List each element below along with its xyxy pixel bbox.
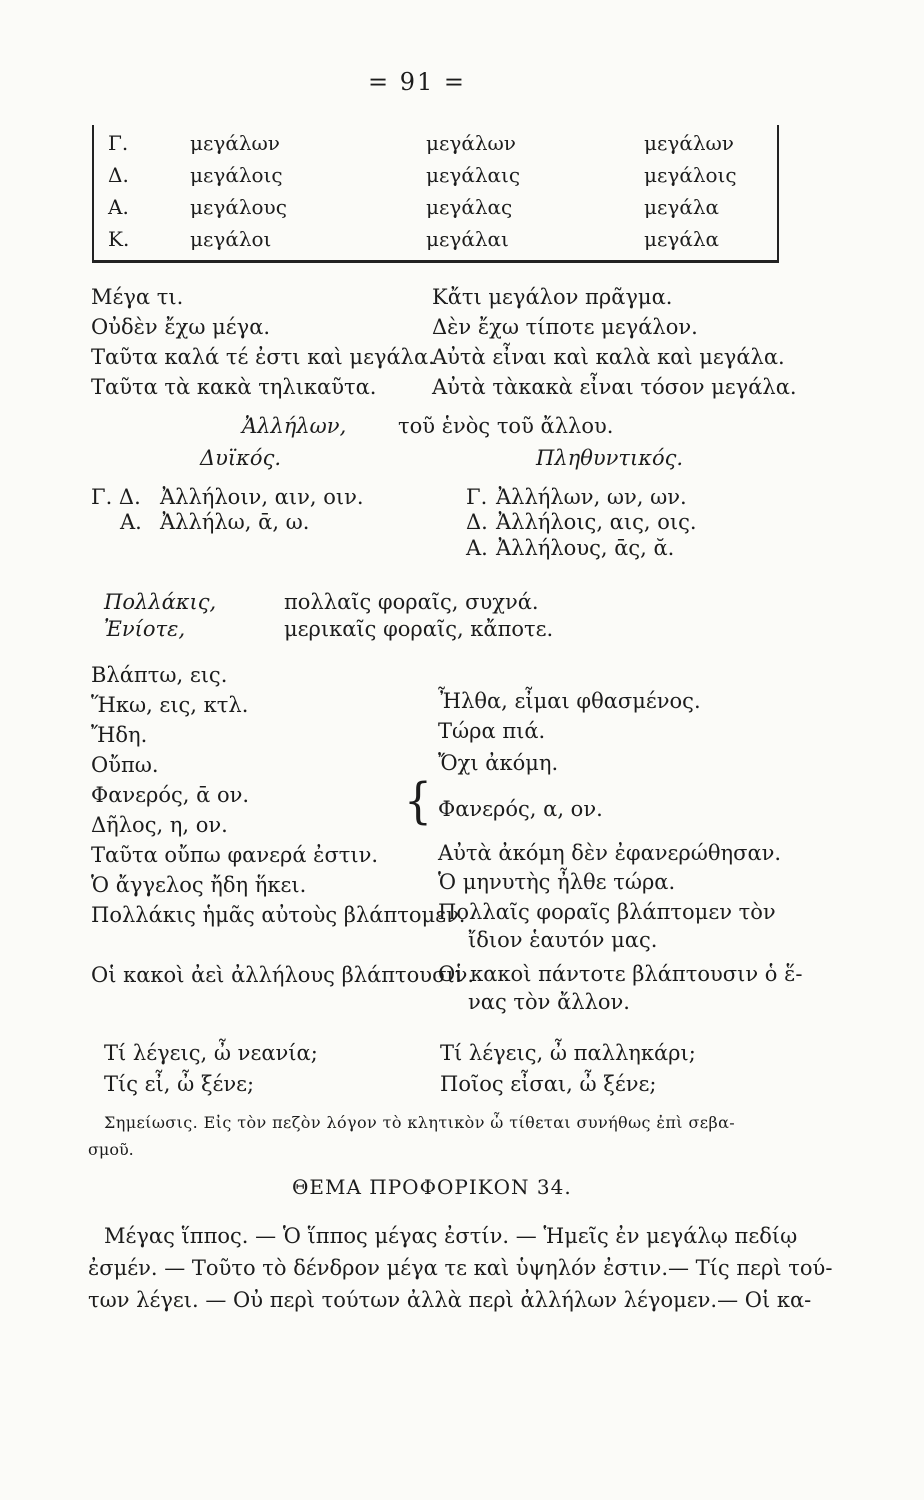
neuter-form: μεγάλα: [644, 195, 719, 219]
modern-translation: Κἄτι μεγάλον πρᾶγμα.: [432, 285, 673, 309]
modern-translation: Δὲν ἔχω τίποτε μεγάλον.: [432, 315, 698, 339]
page-number: = 91 =: [368, 68, 467, 96]
right-entry: Αὐτὰ ἀκόμη δὲν ἐφανερώθησαν.: [438, 841, 782, 865]
table-row: [94, 195, 777, 227]
greek-sentence: Τί λέγεις, ὦ νεανία;: [104, 1041, 318, 1065]
masculine-form: μεγάλοι: [190, 227, 272, 251]
adverb-word: Πολλάκις,: [104, 590, 217, 614]
right-entry: Ὁ μηνυτὴς ἦλθε τώρα.: [438, 870, 676, 894]
note-text-end: σμοῦ.: [88, 1140, 134, 1159]
plural-case: Δ.: [466, 510, 488, 534]
modern-translation: Αὐτὰ εἶναι καὶ καλὰ καὶ μεγάλα.: [432, 345, 785, 369]
case-label: Κ.: [108, 227, 130, 251]
plural-heading: Πληθυντικός.: [536, 446, 684, 470]
left-entry: Οἱ κακοὶ ἀεὶ ἀλλήλους βλάπτουσιν.: [91, 963, 475, 987]
section-title: ΘΕΜΑ ΠΡΟΦΟΡΙΚΟΝ 34.: [292, 1175, 572, 1199]
right-entry: Ἦλθα, εἶμαι φθασμένος.: [438, 689, 701, 713]
plural-case: Γ.: [466, 485, 488, 509]
feminine-form: μεγάλαι: [426, 227, 509, 251]
masculine-form: μεγάλους: [190, 195, 287, 219]
left-entry: Ταῦτα οὔπω φανερά ἐστιν.: [91, 843, 379, 867]
right-entry: Φανερός, α, ον.: [438, 797, 603, 821]
right-entry: ἴδιον ἑαυτόν μας.: [468, 928, 658, 952]
left-entry: Βλάπτω, εις.: [91, 663, 228, 687]
adverb-gloss: πολλαῖς φοραῖς, συχνά.: [284, 590, 539, 614]
dual-case: Α.: [120, 510, 142, 534]
left-entry: Δῆλος, η, ον.: [91, 813, 228, 837]
dual-case: Γ. Δ.: [91, 485, 141, 509]
greek-sentence: Ταῦτα καλά τέ ἐστι καὶ μεγάλα.: [91, 345, 435, 369]
declension-table: [92, 125, 779, 263]
modern-translation: Ποῖος εἶσαι, ὦ ξένε;: [440, 1072, 657, 1096]
right-entry: Ὄχι ἀκόμη.: [438, 751, 559, 775]
note-text: Σημείωσις. Εἰς τὸν πεζὸν λόγον τὸ κλητικὸν ὦ τίθεται συνήθως ἐπὶ σεβα-: [104, 1113, 736, 1132]
greek-sentence: Ταῦτα τὰ κακὰ τηλικαῦτα.: [91, 375, 377, 399]
case-label: Δ.: [108, 163, 129, 187]
neuter-form: μεγάλων: [644, 131, 734, 155]
left-entry: Φανερός, ᾱ ον.: [91, 783, 250, 807]
plural-form: Ἀλλήλοις, αις, οις.: [496, 510, 697, 534]
right-entry: Οἱ κακοὶ πάντοτε βλάπτουσιν ὁ ἕ-: [438, 962, 803, 986]
left-entry: Ὁ ἄγγελος ἤδη ἥκει.: [91, 873, 307, 897]
dual-heading: Δυϊκός.: [200, 446, 282, 470]
dual-form: Ἀλλήλοιν, αιν, οιν.: [160, 485, 364, 509]
feminine-form: μεγάλαις: [426, 163, 521, 187]
right-entry: Τώρα πιά.: [438, 719, 546, 743]
neuter-form: μεγάλοις: [644, 163, 737, 187]
case-label: Γ.: [108, 131, 129, 155]
plural-form: Ἀλλήλους, ᾱς, ᾰ.: [496, 536, 675, 560]
adverb-word: Ἐνίοτε,: [104, 617, 186, 641]
adverb-gloss: μερικαῖς φοραῖς, κἄποτε.: [284, 617, 554, 641]
exercise-line: ἐσμέν. — Τοῦτο τὸ δένδρον μέγα τε καὶ ὑψηλόν ἐστιν.— Τίς περὶ τού-: [88, 1256, 833, 1280]
right-entry: νας τὸν ἄλλον.: [468, 990, 630, 1014]
modern-translation: Τί λέγεις, ὦ παλληκάρι;: [440, 1041, 696, 1065]
brace-icon: {: [404, 773, 432, 830]
neuter-form: μεγάλα: [644, 227, 719, 251]
exercise-line: Μέγας ἵππος. — Ὁ ἵππος μέγας ἐστίν. — Ἡμεῖς ἐν μεγάλῳ πεδίῳ: [104, 1224, 798, 1248]
greek-sentence: Τίς εἶ, ὦ ξένε;: [104, 1072, 255, 1096]
greek-sentence: Μέγα τι.: [91, 285, 184, 309]
plural-case: Α.: [466, 536, 488, 560]
left-entry: Ἤδη.: [91, 723, 148, 747]
feminine-form: μεγάλας: [426, 195, 513, 219]
plural-form: Ἀλλήλων, ων, ων.: [496, 485, 687, 509]
left-entry: Ἥκω, εις, κτλ.: [91, 693, 249, 717]
table-row: [94, 163, 777, 195]
exercise-line: των λέγει. — Οὐ περὶ τούτων ἀλλὰ περὶ ἀλλήλων λέγομεν.— Οἱ κα-: [88, 1288, 812, 1312]
greek-sentence: Οὐδὲν ἔχω μέγα.: [91, 315, 271, 339]
masculine-form: μεγάλοις: [190, 163, 283, 187]
left-entry: Οὔπω.: [91, 753, 159, 777]
feminine-form: μεγάλων: [426, 131, 516, 155]
table-row: [94, 227, 777, 259]
allelon-gloss: τοῦ ἑνὸς τοῦ ἄλλου.: [398, 414, 614, 438]
right-entry: Πολλαῖς φοραῖς βλάπτομεν τὸν: [438, 900, 776, 924]
masculine-form: μεγάλων: [190, 131, 280, 155]
dual-form: Ἀλλήλω, ᾱ, ω.: [160, 510, 310, 534]
allelon-heading: Ἀλλήλων,: [242, 414, 347, 438]
modern-translation: Αὐτὰ τὰκακὰ εἶναι τόσον μεγάλα.: [432, 375, 797, 399]
case-label: Α.: [108, 195, 129, 219]
table-row: [94, 131, 777, 163]
left-entry: Πολλάκις ἡμᾶς αὐτοὺς βλάπτομεν.: [91, 903, 466, 927]
